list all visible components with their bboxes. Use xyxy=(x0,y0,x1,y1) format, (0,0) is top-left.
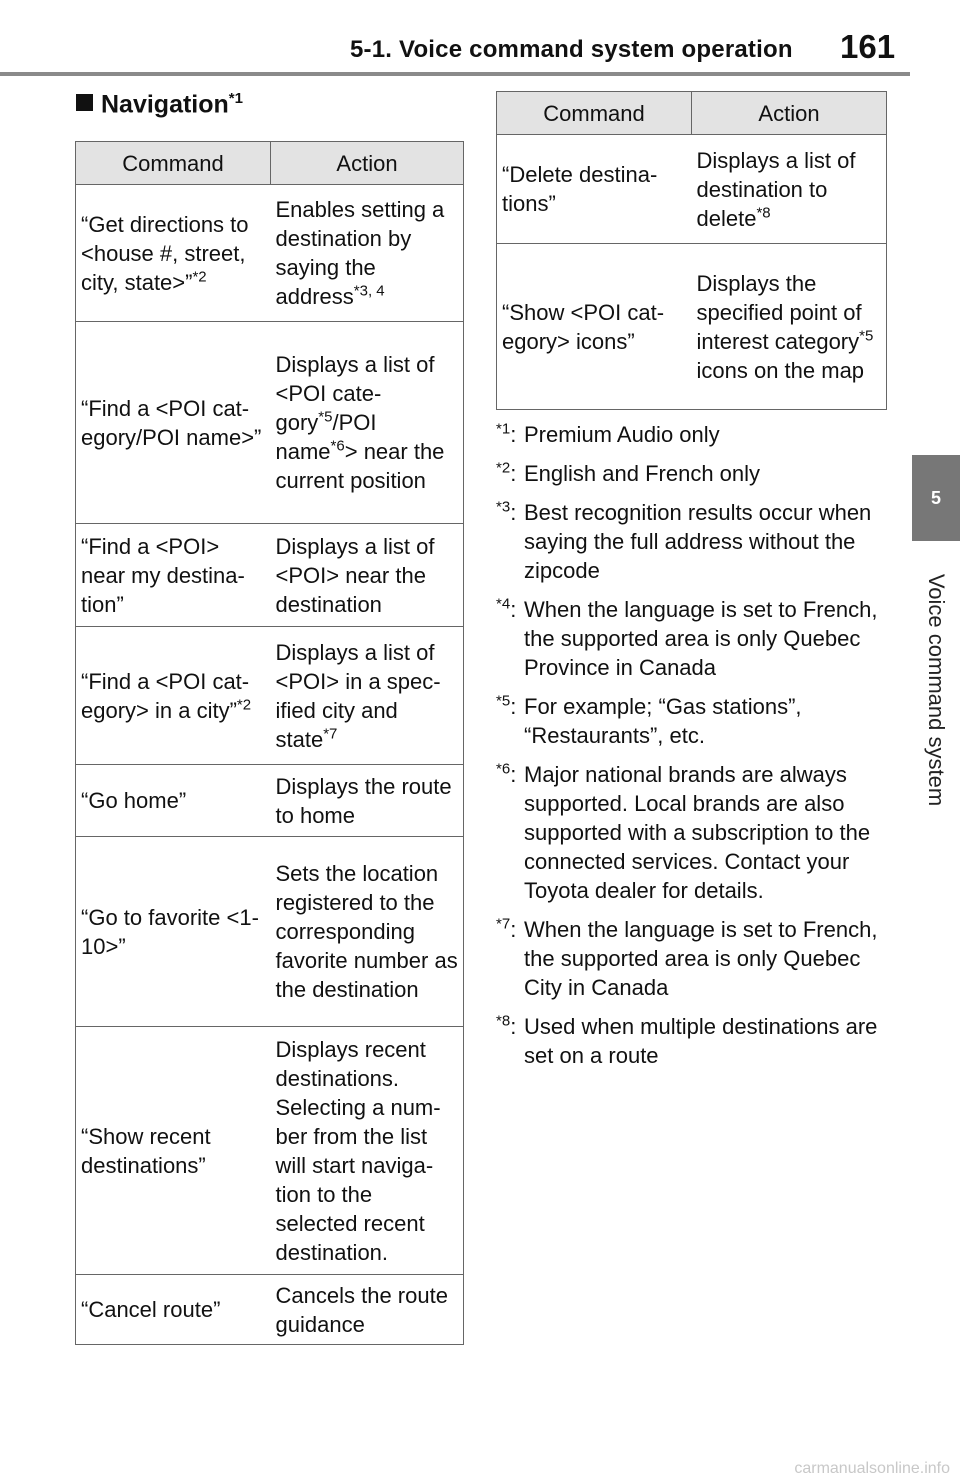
column-header-command: Command xyxy=(497,92,692,135)
table-header-row xyxy=(497,92,887,135)
table-row xyxy=(76,837,464,1027)
command-cell: “Find a <POI> near my destination” xyxy=(76,524,271,627)
page-header-title: 5-1. Voice command system operation xyxy=(350,36,793,63)
command-cell: “Go to favorite <1-10>” xyxy=(76,837,271,1027)
action-cell: Cancels the route guidance xyxy=(271,1275,464,1345)
command-cell: “Get directions to <house #, street, city, state>”$^{*2}$ xyxy=(76,185,271,322)
footnotes xyxy=(496,420,896,1080)
column-header-command: Command xyxy=(76,142,271,185)
footnote: $^{*3}$: Best recognition results occur when saying the full address without the zipcode xyxy=(496,498,872,583)
footnote: $^{*2}$: English and French only xyxy=(496,459,761,486)
command-cell: “Show <POI category> icons” xyxy=(497,244,692,410)
footnote: $^{*1}$: Premium Audio only xyxy=(496,420,720,447)
navigation-command-table xyxy=(75,141,464,1345)
table-row xyxy=(497,244,887,410)
chapter-tab-number: 5 xyxy=(912,455,960,541)
table-row xyxy=(76,322,464,524)
table-header-row xyxy=(76,142,464,185)
action-cell: Sets the location registered to the corresponding favorite number as the destination xyxy=(271,837,464,1027)
table-row xyxy=(76,1275,464,1345)
command-cell: “Cancel route” xyxy=(76,1275,271,1345)
action-cell: Displays the specified point of interest category$^{*5}$ icons on the map xyxy=(692,244,887,410)
section-heading xyxy=(76,90,243,119)
section-heading-footnote-ref: *1 xyxy=(228,90,243,107)
page-number: 161 xyxy=(840,28,896,65)
command-cell: “Show recent destinations” xyxy=(76,1027,271,1275)
table-row xyxy=(76,185,464,322)
header-rule xyxy=(0,72,910,76)
action-cell: Displays a list of <POI> near the destination xyxy=(271,524,464,627)
chapter-tab-label: Voice command system xyxy=(924,573,949,807)
action-cell: Displays a list of <POI> in a specified city and state$^{*7}$ xyxy=(271,627,464,765)
footnote: $^{*4}$: When the language is set to French, the supported area is only Quebec Province in Canada xyxy=(496,595,878,680)
table-row xyxy=(76,1027,464,1275)
table-row xyxy=(76,524,464,627)
table-row xyxy=(76,627,464,765)
section-heading-text: Navigation xyxy=(101,90,229,119)
command-cell: “Delete destinations” xyxy=(497,135,692,244)
action-cell: Displays a list of destination to delete$^{*8}$ xyxy=(692,135,887,244)
table-row xyxy=(76,765,464,837)
square-bullet-icon xyxy=(76,94,93,111)
column-header-action: Action xyxy=(271,142,464,185)
footnote: $^{*6}$: Major national brands are always supported. Local brands are also supported with a subscription to the connected services. Contact your Toyota dealer for details. xyxy=(496,760,871,903)
command-cell: “Find a <POI category> in a city”$^{*2}$ xyxy=(76,627,271,765)
command-cell: “Find a <POI category/POI name>” xyxy=(76,322,271,524)
footnote: $^{*5}$: For example; “Gas stations”, “Restaurants”, etc. xyxy=(496,692,802,748)
action-cell: Displays recent destinations. Selecting a number from the list will start navigation to the selected recent destination. xyxy=(271,1027,464,1275)
footnote: $^{*7}$: When the language is set to French, the supported area is only Quebec City in Canada xyxy=(496,915,878,1000)
table-row xyxy=(497,135,887,244)
action-cell: Displays a list of <POI category$^{*5}$/POI name$^{*6}$> near the current position xyxy=(271,322,464,524)
action-cell: Displays the route to home xyxy=(271,765,464,837)
footnote: $^{*8}$: Used when multiple destinations are set on a route xyxy=(496,1012,878,1068)
watermark: carmanualsonline.info xyxy=(794,1460,950,1477)
navigation-command-table-continued xyxy=(496,91,887,410)
column-header-action: Action xyxy=(692,92,887,135)
action-cell: Enables setting a destination by saying the address$^{*3, 4}$ xyxy=(271,185,464,322)
command-cell: “Go home” xyxy=(76,765,271,837)
